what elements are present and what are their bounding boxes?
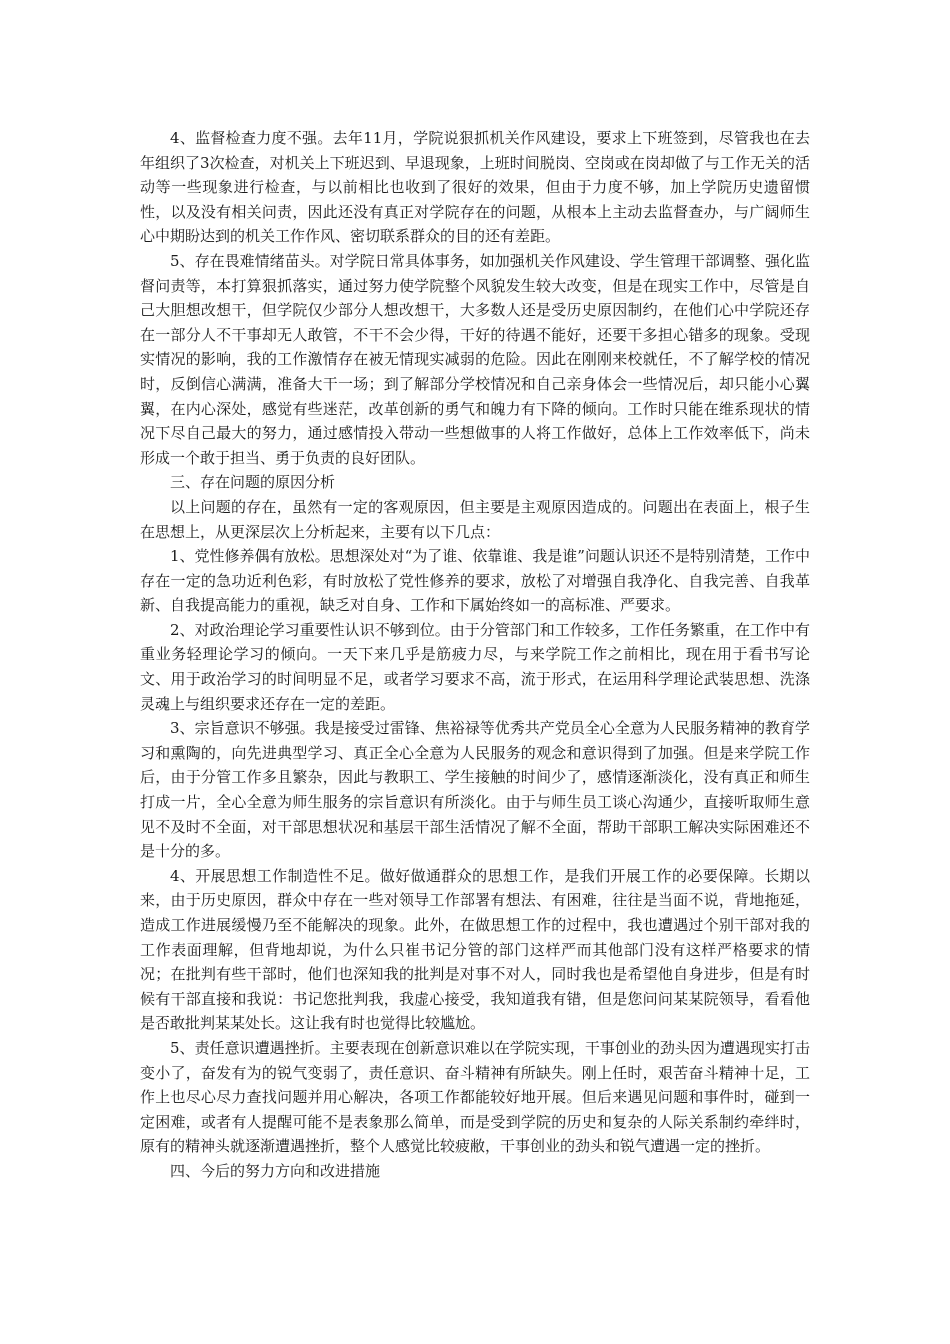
paragraph-purpose-awareness: 3、宗旨意识不够强。我是接受过雷锋、焦裕禄等优秀共产党员全心全意为人民服务精神的教育学习和熏陶的，向先进典型学习、真正全心全意为人民服务的观念和意识得到了加强。但是来学院工作后，由于分管工作多且繁杂，因此与教职工、学生接触的时间少了，感情逐渐淡化，没有真正和师生打成一片，全心全意为师生服务的宗旨意识有所淡化。由于与师生员工谈心沟通少，直接听取师生意见不及时不全面，对干部思想状况和基层干部生活情况了解不全面，帮助干部职工解决实际困难还不是十分的多。 [140, 719, 810, 861]
paragraph-ideological-work: 4、开展思想工作制造性不足。做好做通群众的思想工作，是我们开展工作的必要保障。长期以来，由于历史原因，群众中存在一些对领导工作部署有想法、有困难，往往是当面不说，背地拖延，造成工作进展缓慢乃至不能解决的现象。此外，在做思想工作的过程中，我也遭遇过个别干部对我的工作表面理解，但背地却说，为什么只崔书记分管的部门这样严而其他部门没有这样严格要求的情况；在批判有些干部时，他们也深知我的批判是对事不对人，同时我也是希望他自身进步，但是有时候有干部直接和我说：书记您批判我，我虚心接受，我知道我有错，但是您问问某某院领导，看看他是否敢批判某某处长。这让我有时也觉得比较尴尬。 [140, 866, 810, 1033]
paragraph-responsibility: 5、责任意识遭遇挫折。主要表现在创新意识难以在学院实现，干事创业的劲头因为遭遇现实打击变小了，奋发有为的锐气变弱了，责任意识、奋斗精神有所缺失。刚上任时，艰苦奋斗精神十足，工作上也尽心尽力查找问题并用心解决，各项工作都能较好地开展。但后来遇见问题和事件时，碰到一定困难，或者有人提醒可能不是表象那么简单，而是受到学院的历史和复杂的人际关系制约牵绊时，原有的精神头就逐渐遭遇挫折，整个人感觉比较疲敝，干事创业的劲头和锐气遭遇一定的挫折。 [140, 1038, 810, 1156]
paragraph-supervision: 4、监督检查力度不强。去年11月，学院说狠抓机关作风建设，要求上下班签到，尽管我也在去年组织了3次检查，对机关上下班迟到、早退现象，上班时间脱岗、空岗或在岗却做了与工作无关的活动等一些现象进行检查，与以前相比也收到了很好的效果，但由于力度不够，加上学院历史遗留惯性，以及没有相关问责，因此还没有真正对学院存在的问题，从根本上主动去监督查办，与广阔师生心中期盼达到的机关工作作风、密切联系群众的目的还有差距。 [140, 129, 810, 246]
section-heading-improvement: 四、今后的努力方向和改进措施 [170, 1161, 381, 1180]
paragraph-theory-study: 2、对政治理论学习重要性认识不够到位。由于分管部门和工作较多，工作任务繁重，在工作中有重业务轻理论学习的倾向。一天下来几乎是筋疲力尽，与来学院工作之前相比，现在用于看书写论文、用于政治学习的时间明显不足，或者学习要求不高，流于形式，在运用科学理论武装思想、洗涤灵魂上与组织要求还存在一定的差距。 [140, 620, 810, 713]
section-heading-cause-analysis: 三、存在问题的原因分析 [170, 473, 336, 492]
paragraph-party-spirit: 1、党性修养偶有放松。思想深处对“为了谁、依靠谁、我是谁”问题认识还不是特别清楚，工作中存在一定的急功近利色彩，有时放松了党性修养的要求，放松了对增强自我净化、自我完善、自我革新、自我提高能力的重视，缺乏对自身、工作和下属始终如一的高标准、严要求。 [140, 547, 810, 615]
paragraph-fear-of-difficulty: 5、存在畏难情绪苗头。对学院日常具体事务，如加强机关作风建设、学生管理干部调整、强化监督问责等，本打算狠抓落实，通过努力使学院整个风貌发生较大改变，但是在现实工作中，尽管是自己大胆想改想干，但学院仅少部分人想改想干，大多数人还是受历史原因制约，在他们心中学院还存在一部分人不干事却无人敢管，不干不会少得，干好的待遇不能好，还要干多担心错多的现象。受现实情况的影响，我的工作激情存在被无情现实减弱的危险。因此在刚刚来校就任，不了解学校的情况时，反倒信心满满，准备大干一场；到了解部分学校情况和自己亲身体会一些情况后，却只能小心翼翼，在内心深处，感觉有些迷茫，改革创新的勇气和魄力有下降的倾向。工作时只能在维系现状的情况下尽自己最大的努力，通过感情投入带动一些想做事的人将工作做好，总体上工作效率低下，尚未形成一个敢于担当、勇于负责的良好团队。 [140, 251, 810, 467]
paragraph-cause-intro: 以上问题的存在，虽然有一定的客观原因，但主要是主观原因造成的。问题出在表面上，根子生在思想上，从更深层次上分析起来，主要有以下几点： [140, 497, 810, 541]
document-body [140, 126, 810, 1184]
